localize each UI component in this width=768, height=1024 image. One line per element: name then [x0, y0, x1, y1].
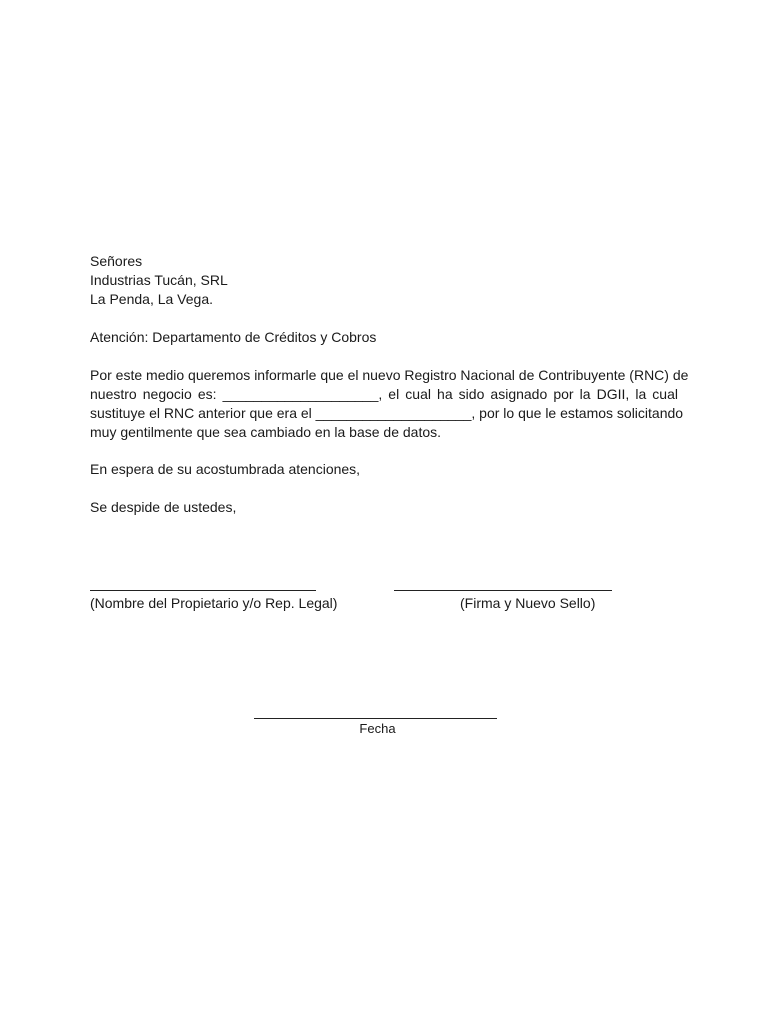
- recipient-salutation: Señores: [90, 253, 143, 269]
- attention-line: Atención: Departamento de Créditos y Cobros: [90, 329, 377, 345]
- owner-name-label: (Nombre del Propietario y/o Rep. Legal): [90, 595, 338, 611]
- date-label: Fecha: [359, 721, 396, 736]
- body-line-1: Por este medio queremos informarle que el nuevo Registro Nacional de Contribuyente (RNC) de: [90, 367, 689, 383]
- owner-signature-line: [90, 590, 316, 591]
- closing-line: En espera de su acostumbrada atenciones,: [90, 461, 361, 477]
- body-line-4: muy gentilmente que sea cambiado en la base de datos.: [90, 424, 442, 440]
- letter-body: [90, 366, 689, 442]
- seal-signature-line: [394, 590, 612, 591]
- farewell-line: Se despide de ustedes,: [90, 499, 237, 515]
- body-line-3: sustituye el RNC anterior que era el ____________________, por lo que le estamos solicitando: [90, 405, 684, 421]
- body-line-2: nuestro negocio es: ____________________, el cual ha sido asignado por la DGII, la cual: [90, 386, 678, 402]
- recipient-company: Industrias Tucán, SRL: [90, 272, 228, 288]
- recipient-address: La Penda, La Vega.: [90, 291, 213, 307]
- signature-seal-label: (Firma y Nuevo Sello): [460, 595, 596, 611]
